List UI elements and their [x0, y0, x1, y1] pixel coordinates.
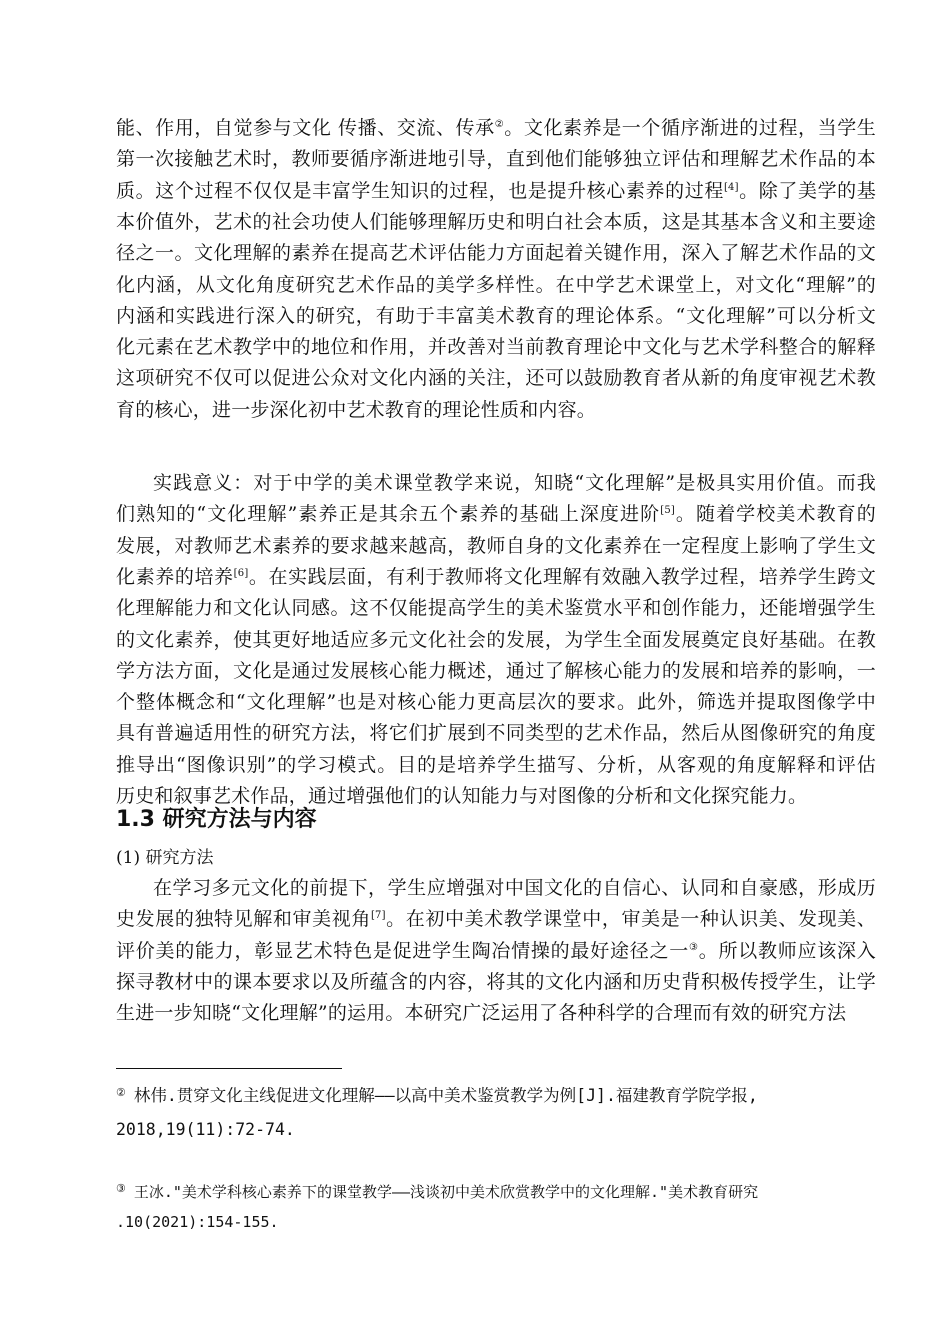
text-line [116, 530, 876, 562]
text-segment: 径之一。文化理解的素养在提高艺术评估能力方面起着关键作用，深入了解艺术作品的文 [116, 242, 876, 265]
text-segment: 学方法方面，文化是通过发展核心能力概述，通过了解核心能力的发展和培养的影响，一 [116, 659, 876, 682]
footnote-text: 林伟.贯穿文化主线促进文化理解——以高中美术鉴赏教学为例[J].福建教育学院学报, [133, 1086, 758, 1105]
footnote-text: .10(2021):154-155. [116, 1213, 279, 1231]
text-segment: 具有普遍适用性的研究方法，将它们扩展到不同类型的艺术作品，然后从图像研究的角度 [116, 722, 876, 745]
citation-mark: ② [494, 119, 505, 130]
text-segment: 的文化素养，使其更好地适应多元文化社会的发展，为学生全面发展奠定良好基础。在教 [116, 628, 876, 651]
citation-mark: [7] [370, 910, 386, 922]
text-line [116, 300, 876, 332]
text-segment: 们熟知的“文化理解”素养正是其余五个素养的基础上深度进阶 [116, 503, 661, 526]
text-line [153, 467, 876, 499]
text-line [116, 966, 876, 998]
text-segment: 。文化素养是一个循序渐进的过程，当学生 [504, 117, 876, 139]
text-segment: 。所以教师应该深入 [698, 939, 876, 962]
text-line [116, 331, 876, 363]
text-line [116, 561, 876, 593]
text-segment: 。除了美学的基 [738, 179, 876, 202]
text-line [116, 624, 876, 656]
text-segment: 内涵和实践进行深入的研究，有助于丰富美术教育的理论体系。“文化理解”可以分析文 [116, 304, 876, 327]
text-line [116, 655, 876, 687]
text-segment: 质。这个过程不仅仅是丰富学生知识的过程，也是提升核心素养的过程 [116, 179, 724, 202]
footnote-2 [116, 1076, 876, 1147]
text-line [116, 592, 876, 624]
text-segment: 个整体概念和“文化理解”也是对核心能力更高层次的要求。此外，筛选并提取图像学中 [116, 691, 876, 714]
text-line [116, 498, 876, 530]
text-line [116, 206, 876, 238]
subsection-heading: (1) 研究方法 [116, 848, 214, 868]
text-line [116, 143, 876, 175]
text-segment: 育的核心，进一步深化初中艺术教育的理论性质和内容。 [116, 398, 597, 421]
citation-mark: ③ [688, 941, 699, 953]
citation-mark: [6] [233, 567, 249, 579]
footnote-mark: ③ [116, 1182, 126, 1195]
text-segment: 化内涵，从文化角度研究艺术作品的美学多样性。在中学艺术课堂上，对文化“理解”的 [116, 273, 876, 296]
text-line [116, 394, 876, 426]
text-segment: 发展，对教师艺术素养的要求越来越高，教师自身的文化素养在一定程度上影响了学生文 [116, 534, 876, 557]
text-segment: 第一次接触艺术时，教师要循序渐进地引导，直到他们能够独立评估和理解艺术作品的本 [116, 148, 876, 171]
text-segment: 。在实践层面，有利于教师将文化理解有效融入教学过程，培养学生跨文 [248, 565, 876, 588]
text-segment: 评价美的能力，彰显艺术特色是促进学生陶冶情操的最好途径之一 [116, 939, 689, 962]
text-segment: 实践意义：对于中学的美术课堂教学来说，知晓“文化理解”是极具实用价值。而我 [153, 472, 876, 494]
text-segment: 化元素在艺术教学中的地位和作用，并改善对当前教育理论中文化与艺术学科整合的解释 [116, 336, 876, 359]
text-line [116, 112, 876, 144]
footnote-separator [116, 1068, 342, 1069]
text-segment: 历史和叙事艺术作品，通过增强他们的认知能力与对图像的分析和文化探究能力。 [116, 785, 808, 807]
footnote-3 [116, 1174, 876, 1237]
text-segment: 探寻教材中的课本要求以及所蕴含的内容，将其的文化内涵和历史背积极传授学生，让学 [116, 970, 876, 993]
text-line [116, 237, 876, 269]
footnote-mark: ② [116, 1086, 126, 1099]
text-line [116, 935, 876, 967]
footnote-text: 2018,19(11):72-74. [116, 1120, 295, 1139]
text-line [116, 362, 876, 394]
text-segment: 。随着学校美术教育的 [674, 503, 876, 526]
text-segment: 在学习多元文化的前提下，学生应增强对中国文化的自信心、认同和自豪感，形成历 [153, 877, 876, 899]
citation-mark: [5] [660, 505, 675, 517]
text-line [116, 175, 876, 207]
text-line [116, 686, 876, 718]
citation-mark: [4] [723, 181, 739, 193]
text-segment: 这项研究不仅可以促进公众对文化内涵的关注，还可以鼓励教育者从新的角度审视艺术教 [116, 367, 876, 390]
text-line [116, 997, 876, 1029]
text-segment: 化素养的培养 [116, 565, 234, 588]
section-heading: 1.3 研究方法与内容 [116, 807, 317, 832]
text-line [116, 269, 876, 301]
text-segment: 推导出“图像识别”的学习模式。目的是培养学生描写、分析，从客观的角度解释和评估 [116, 753, 876, 776]
text-line [116, 903, 876, 935]
text-line [116, 749, 876, 781]
text-segment: 生进一步知晓“文化理解”的运用。本研究广泛运用了各种科学的合理而有效的研究方法 [116, 1002, 847, 1025]
text-line [116, 717, 876, 749]
text-segment: 本价值外，艺术的社会功使人们能够理解历史和明白社会本质，这是其基本含义和主要途 [116, 210, 876, 233]
text-segment: 。在初中美术教学课堂中，审美是一种认识美、发现美、 [385, 908, 876, 931]
text-segment: 史发展的独特见解和审美视角 [116, 908, 371, 931]
footnote-text: 王冰."美术学科核心素养下的课堂教学——浅谈初中美术欣赏教学中的文化理解."美术教育研究 [133, 1183, 759, 1201]
text-segment: 能、作用，自觉参与文化 传播、交流、传承 [116, 117, 495, 139]
text-line [153, 872, 876, 904]
text-segment: 化理解能力和文化认同感。这不仅能提高学生的美术鉴赏水平和创作能力，还能增强学生 [116, 597, 876, 620]
